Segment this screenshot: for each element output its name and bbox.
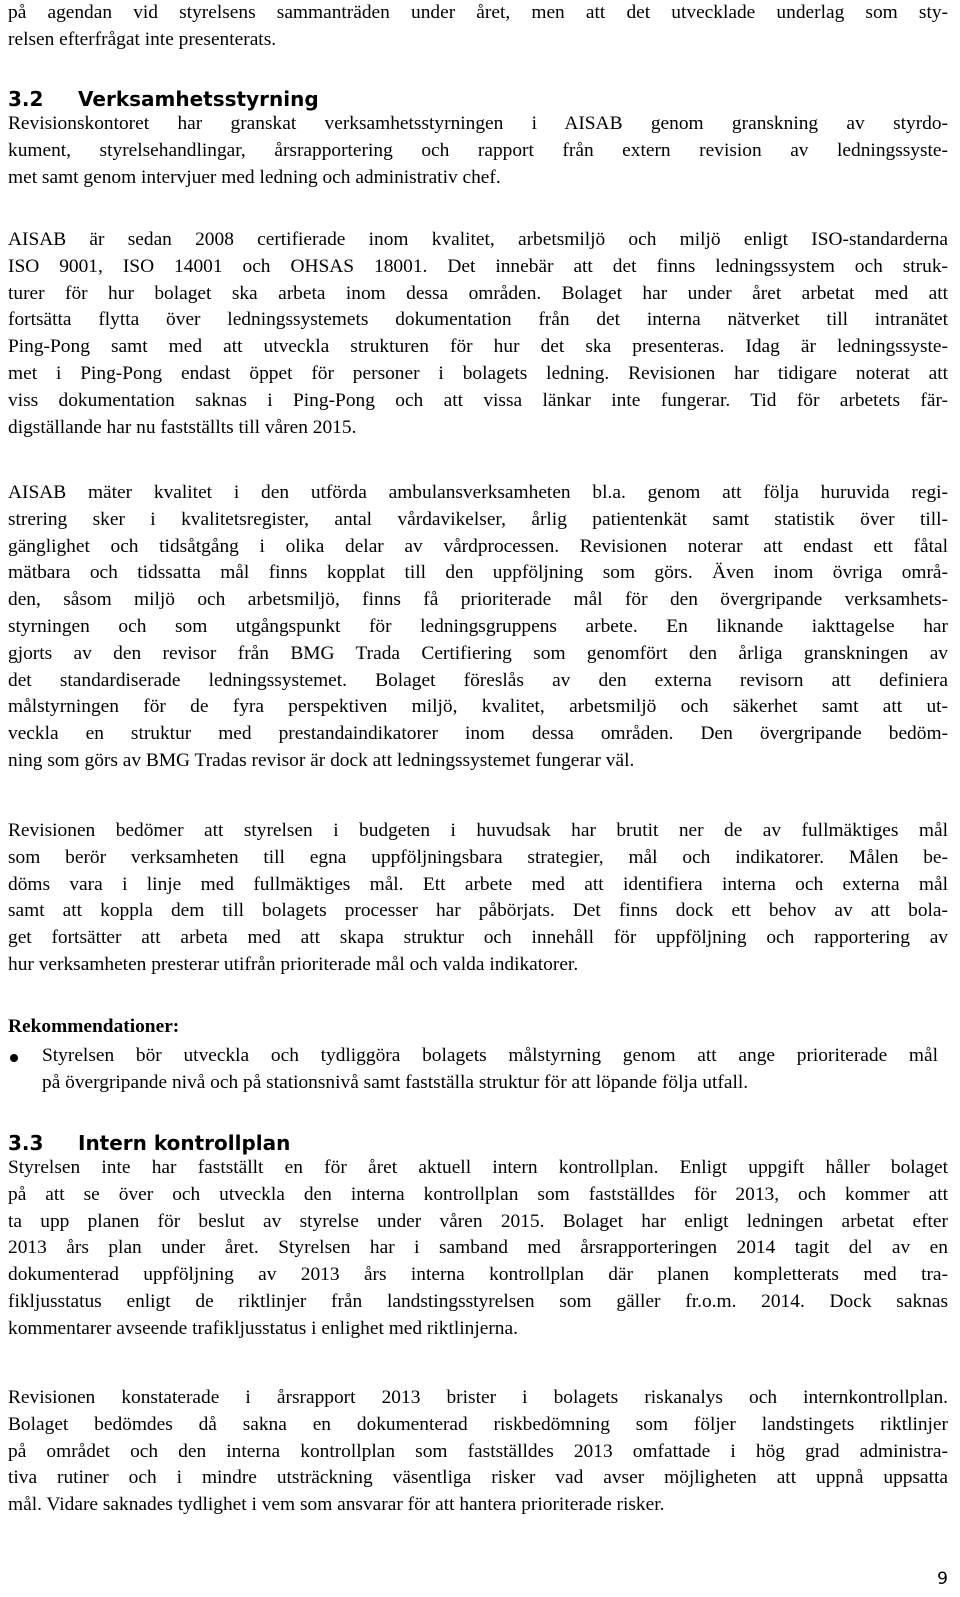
text-line: ISO 9001, ISO 14001 och OHSAS 18001. Det innebär att det finns ledningssystem och struk-	[8, 255, 948, 277]
text-line: Revisionen konstaterade i årsrapport 2013 brister i bolagets riskanalys och internkontrollplan.	[8, 1387, 948, 1408]
text-line: tiva rutiner och i mindre utsträckning väsentliga risker vad avser möjligheten att uppnå uppsatta	[8, 1467, 948, 1489]
text-line: på övergripande nivå och på stationsnivå samt fastställa struktur för att löpande följa utfall.	[42, 1071, 749, 1093]
text-line: döms vara i linje med fullmäktiges mål. Ett arbete med att identifiera interna och externa mål	[8, 873, 948, 895]
section-number: 3.3	[8, 1131, 44, 1155]
text-line: dokumenterad uppföljning av 2013 års interna kontrollplan där planen kompletterats med tra-	[8, 1264, 948, 1286]
text-line: viss dokumentation saknas i Ping-Pong och att vissa länkar inte fungerar. Tid för arbetets fär-	[8, 389, 948, 411]
bullet-icon	[10, 1054, 18, 1062]
text-line: Styrelsen bör utveckla och tydliggöra bolagets målstyrning genom att ange prioriterade mål	[42, 1045, 938, 1066]
text-line: styrningen och som utgångspunkt för ledningsgruppens arbete. En liknande iakttagelse har	[8, 615, 948, 637]
text-line: mål. Vidare saknades tydlighet i vem som ansvarar för att hantera prioriterade risker.	[8, 1494, 665, 1516]
recommendations-label: Rekommendationer:	[8, 1016, 180, 1037]
text-line: mätbara och tidssatta mål finns kopplat till den uppföljning som görs. Även inom övriga områ-	[8, 562, 948, 584]
text-line: met i Ping-Pong endast öppet för personer i bolagets ledning. Revisionen har tidigare noterat att	[8, 362, 948, 384]
paragraph	[8, 111, 948, 191]
text-line: på att se över och utveckla den interna kontrollplan som fastställdes för 2013, och kommer att	[8, 1183, 948, 1205]
section-title: Verksamhetsstyrning	[78, 87, 319, 111]
text-line: get fortsätter att arbeta med att skapa struktur och innehåll för uppföljning och rapportering av	[8, 927, 948, 949]
text-line: Bolaget bedömdes då sakna en dokumenterad riskbedömning som följer landstingets riktlinjer	[8, 1413, 948, 1435]
text-line: ta upp planen för beslut av styrelse under våren 2015. Bolaget har enligt ledningen arbetat efter	[8, 1210, 948, 1232]
section-heading-3-2	[8, 86, 319, 112]
text-line: relsen efterfrågat inte presenterats.	[8, 28, 277, 50]
text-line: kommentarer avseende trafikljusstatus i enlighet med riktlinjerna.	[8, 1317, 518, 1339]
text-line: digställande har nu fastställts till våren 2015.	[8, 416, 357, 438]
text-line: Revisionskontoret har granskat verksamhetsstyrningen i AISAB genom granskning av styrdo-	[8, 113, 948, 134]
section-number: 3.2	[8, 87, 44, 111]
text-line: turer för hur bolaget ska arbeta inom dessa områden. Bolaget har under året arbetat med att	[8, 282, 948, 304]
text-line: gänglighet och tidsåtgång i olika delar av vårdprocessen. Revisionen noterar att endast ett fåtal	[8, 535, 948, 557]
text-line: som berör verksamheten till egna uppföljningsbara strategier, mål och indikatorer. Målen be-	[8, 846, 948, 868]
text-line: fortsätta flytta över ledningssystemets dokumentation från det interna nätverket till intranätet	[8, 309, 948, 331]
text-line: fikljusstatus enligt de riktlinjer från landstingsstyrelsen som gäller fr.o.m. 2014. Dock saknas	[8, 1290, 948, 1312]
page-number: 9	[937, 1569, 948, 1589]
text-line: Ping-Pong samt med att utveckla strukturen för hur det ska presenteras. Idag är ledningssyste-	[8, 336, 948, 358]
text-line: ning som görs av BMG Tradas revisor är dock att ledningssystemet fungerar väl.	[8, 749, 635, 771]
text-line: hur verksamheten presterar utifrån prioriterade mål och valda indikatorer.	[8, 953, 579, 975]
text-line: AISAB är sedan 2008 certifierade inom kvalitet, arbetsmiljö och miljö enligt ISO-standarderna	[8, 229, 948, 250]
text-line: strering sker i kvalitetsregister, antal vårdavikelser, årlig patientenkät samt statistik över till-	[8, 508, 948, 530]
text-line: det standardiserade ledningssystemet. Bolaget föreslås av den externa revisorn att definiera	[8, 669, 948, 691]
paragraph	[8, 480, 948, 775]
paragraph	[8, 818, 948, 979]
text-line: gjorts av den revisor från BMG Trada Certifiering som genomfört den årliga granskningen av	[8, 642, 948, 664]
text-line: AISAB mäter kvalitet i den utförda ambulansverksamheten bl.a. genom att följa huruvida regi-	[8, 482, 948, 503]
text-line: på agendan vid styrelsens sammanträden under året, men att det utvecklade underlag som sty-	[8, 2, 948, 23]
text-line: Revisionen bedömer att styrelsen i budgeten i huvudsak har brutit ner de av fullmäktiges mål	[8, 820, 948, 841]
text-line: veckla en struktur med prestandaindikatorer inom dessa områden. Den övergripande bedöm-	[8, 723, 948, 745]
text-line: Styrelsen inte har fastställt en för året aktuell intern kontrollplan. Enligt uppgift håller bolaget	[8, 1157, 948, 1178]
section-title: Intern kontrollplan	[78, 1131, 291, 1155]
intro-paragraph	[8, 0, 948, 54]
text-line: den, såsom miljö och arbetsmiljö, finns få prioriterade mål för den övergripande verksamhets-	[8, 589, 948, 611]
paragraph	[8, 1155, 948, 1343]
paragraph	[8, 227, 948, 441]
section-heading-3-3	[8, 1130, 290, 1156]
text-line: på området och den interna kontrollplan som fastställdes 2013 omfattade i hög grad administra-	[8, 1440, 948, 1462]
recommendation-item	[42, 1043, 938, 1097]
text-line: samt att koppla dem till bolagets processer har påbörjats. Det finns dock ett behov av att bola-	[8, 900, 948, 922]
text-line: målstyrningen för de fyra perspektiven miljö, kvalitet, arbetsmiljö och säkerhet samt att ut-	[8, 696, 948, 718]
text-line: 2013 års plan under året. Styrelsen har i samband med årsrapporteringen 2014 tagit del av en	[8, 1237, 948, 1259]
text-line: met samt genom intervjuer med ledning och administrativ chef.	[8, 166, 501, 188]
text-line: kument, styrelsehandlingar, årsrapportering och rapport från extern revision av ledningssyste-	[8, 139, 948, 161]
paragraph	[8, 1385, 948, 1519]
